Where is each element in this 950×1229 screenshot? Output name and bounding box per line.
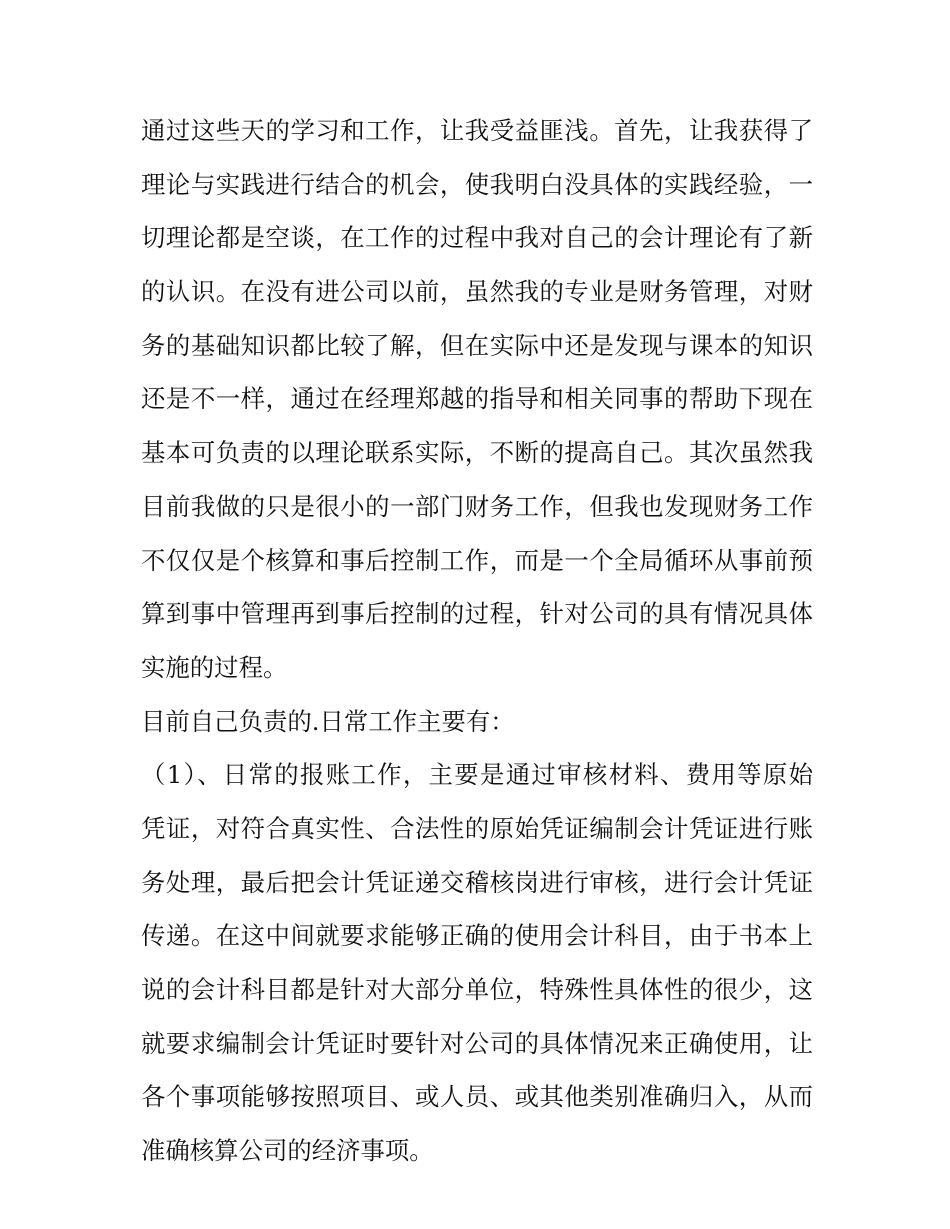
text-line: 准确核算公司的经济事项。 [141, 1136, 434, 1166]
text-line: 务处理，最后把会计凭证递交稽核岗进行审核，进行会计凭证 [141, 867, 813, 897]
text-line: 基本可负责的以理论联系实际，不断的提高自己。其次虽然我 [141, 438, 813, 468]
text-line: 通过这些天的学习和工作，让我受益匪浅。首先，让我获得了 [141, 116, 813, 145]
text-line: 算到事中管理再到事后控制的过程，针对公司的具有情况具体 [141, 599, 813, 629]
document-body [141, 104, 813, 1178]
paragraph-reflection [141, 104, 813, 695]
text-line: 说的会计科目都是针对大部分单位，特殊性具体性的很少，这 [141, 975, 813, 1004]
text-line: 理论与实践进行结合的机会，使我明白没具体的实践经验，一 [141, 169, 813, 199]
text-line: 务的基础知识都比较了解，但在实际中还是发现与课本的知识 [141, 330, 813, 360]
paragraph-duty-1 [141, 748, 813, 1178]
text-line: 目前自己负责的.日常工作主要有： [141, 706, 515, 736]
text-line: 不仅仅是个核算和事后控制工作，而是一个全局循环从事前预 [141, 545, 813, 575]
text-line: 切理论都是空谈，在工作的过程中我对自己的会计理论有了新 [141, 223, 813, 253]
text-line: 实施的过程。 [141, 652, 288, 682]
text-line: 就要求编制会计凭证时要针对公司的具体情况来正确使用，让 [141, 1028, 813, 1058]
text-line: 凭证，对符合真实性、合法性的原始凭证编制会计凭证进行账 [141, 813, 813, 843]
text-line: 各个事项能够按照项目、或人员、或其他类别准确归入，从而 [141, 1082, 813, 1112]
text-line: （1）、日常的报账工作，主要是通过审核材料、费用等原始 [141, 760, 813, 790]
text-line: 传递。在这中间就要求能够正确的使用会计科目，由于书本上 [141, 921, 813, 951]
text-line: 还是不一样，通过在经理郑越的指导和相关同事的帮助下现在 [141, 384, 813, 414]
text-line: 目前我做的只是很小的一部门财务工作，但我也发现财务工作 [141, 491, 813, 521]
paragraph-duties-intro [141, 695, 813, 749]
text-line: 的认识。在没有进公司以前，虽然我的专业是财务管理，对财 [141, 277, 813, 307]
